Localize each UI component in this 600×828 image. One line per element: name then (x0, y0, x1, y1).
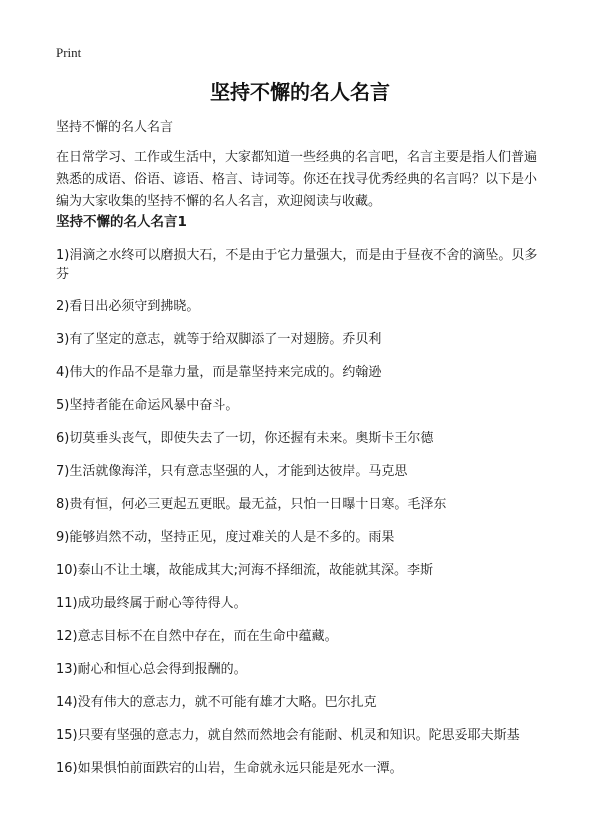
quote-item: 16)如果惧怕前面跌宕的山岩，生命就永远只能是死水一潭。 (56, 761, 403, 776)
quote-item: 5)坚持者能在命运风暴中奋斗。 (56, 398, 239, 413)
quote-list (56, 246, 546, 792)
section-heading: 坚持不懈的名人名言1 (56, 214, 187, 230)
subtitle: 坚持不懈的名人名言 (56, 120, 174, 135)
quote-item: 1)涓滴之水终可以磨损大石，不是由于它力量强大，而是由于昼夜不舍的滴坠。贝多芬 (56, 248, 538, 282)
quote-item: 9)能够岿然不动，坚持正见，度过难关的人是不多的。雨果 (56, 530, 395, 545)
quote-item: 8)贵有恒，何必三更起五更眠。最无益，只怕一日曝十日寒。毛泽东 (56, 497, 447, 512)
quote-item: 12)意志目标不在自然中存在，而在生命中蕴藏。 (56, 629, 338, 644)
quote-item: 10)泰山不让土壤，故能成其大;河海不择细流，故能就其深。李斯 (56, 563, 433, 578)
print-link[interactable]: Print (56, 45, 82, 60)
quote-item: 11)成功最终属于耐心等待得人。 (56, 596, 247, 611)
quote-item: 15)只要有坚强的意志力，就自然而然地会有能耐、机灵和知识。陀思妥耶夫斯基 (56, 728, 520, 743)
quote-item: 7)生活就像海洋，只有意志坚强的人，才能到达彼岸。马克思 (56, 464, 408, 479)
page-title: 坚持不懈的名人名言 (210, 80, 390, 104)
quote-item: 3)有了坚定的意志，就等于给双脚添了一对翅膀。乔贝利 (56, 332, 382, 347)
intro-paragraph: 在日常学习、工作或生活中，大家都知道一些经典的名言吧，名言主要是指人们普遍熟悉的成语、俗语、谚语、格言、诗词等。你还在找寻优秀经典的名言吗？以下是小编为大家收集的坚持不懈的名人名言，欢迎阅读与收藏。 (56, 150, 538, 209)
quote-item: 14)没有伟大的意志力，就不可能有雄才大略。巴尔扎克 (56, 695, 377, 710)
quote-item: 2)看日出必须守到拂晓。 (56, 299, 200, 314)
quote-item: 4)伟大的作品不是靠力量，而是靠坚持来完成的。约翰逊 (56, 365, 382, 380)
quote-item: 6)切莫垂头丧气，即使失去了一切，你还握有未来。奥斯卡王尔德 (56, 431, 434, 446)
quote-item: 13)耐心和恒心总会得到报酬的。 (56, 662, 247, 677)
